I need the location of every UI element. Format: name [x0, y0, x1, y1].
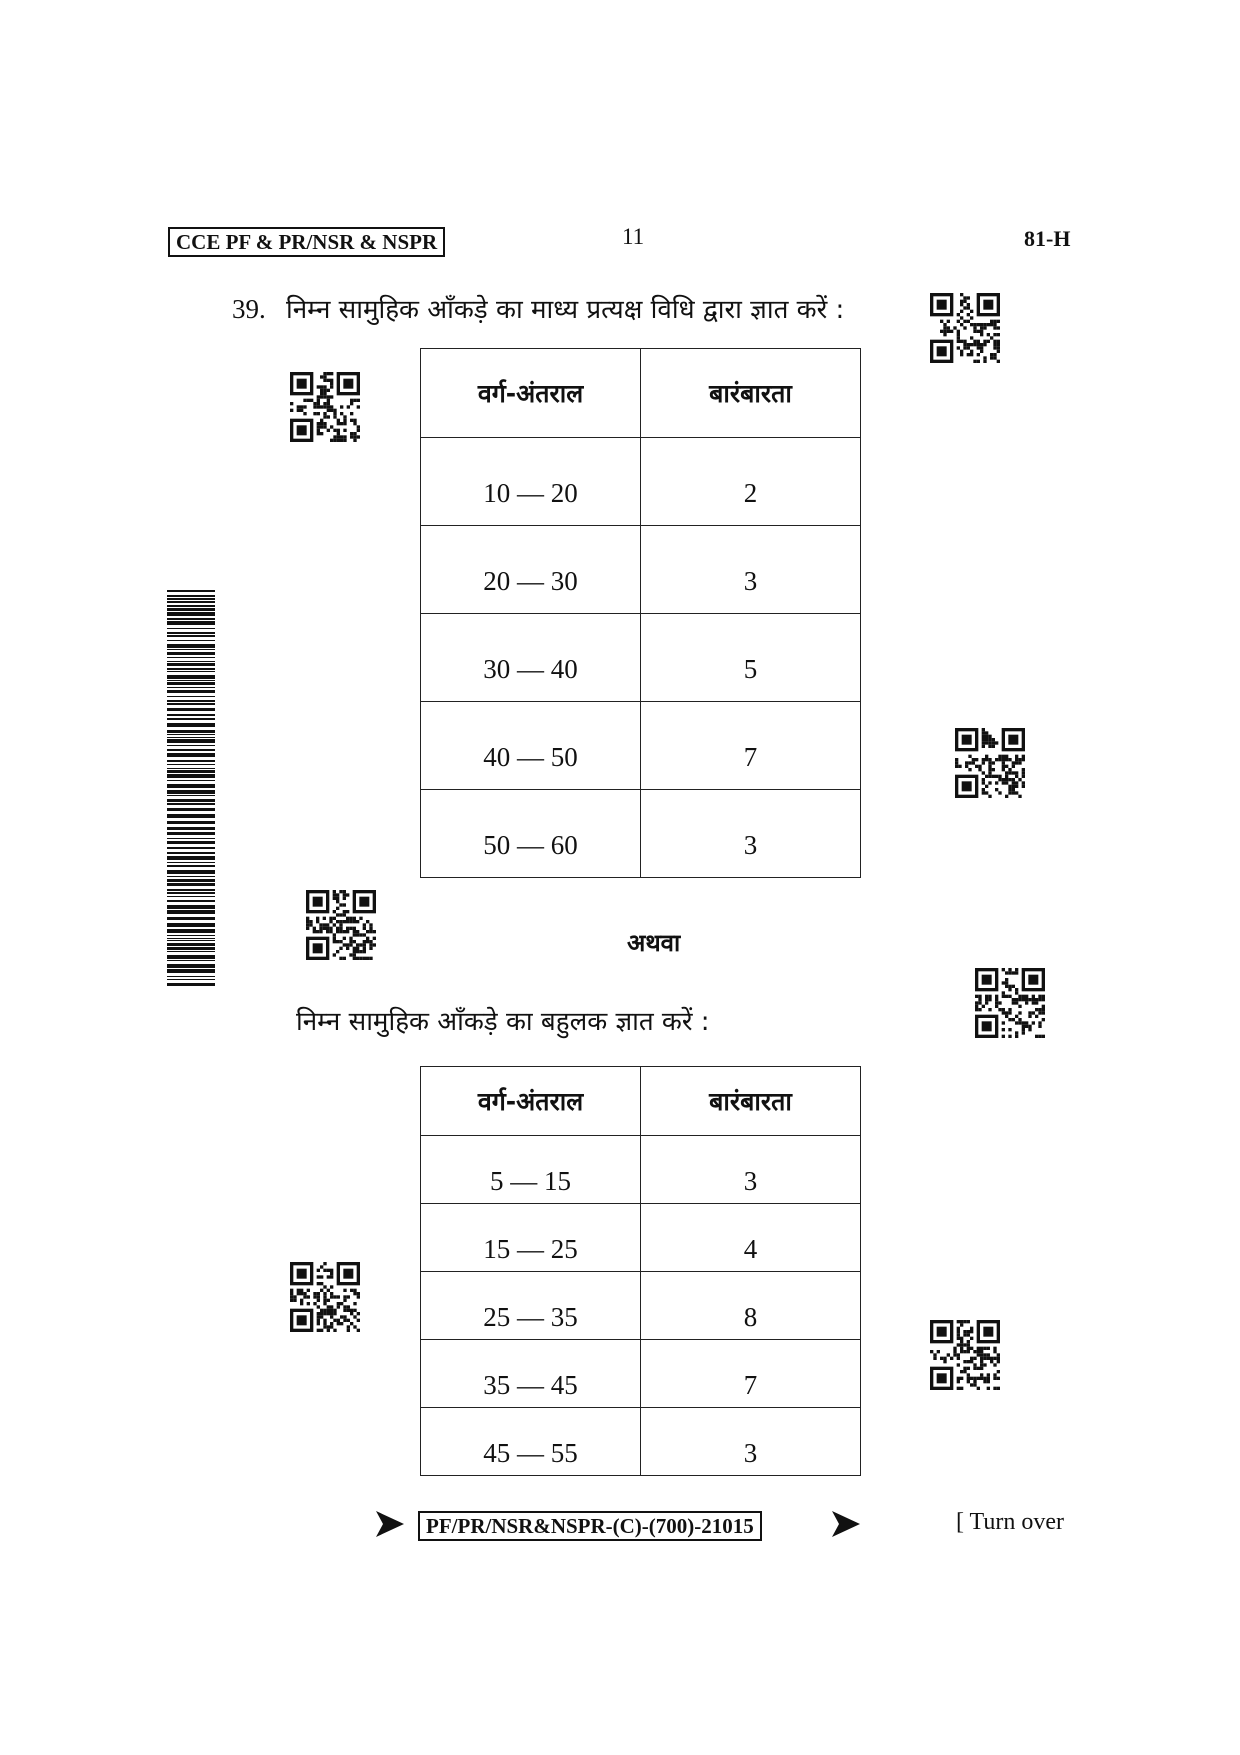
table-header-row — [421, 349, 861, 438]
table-row — [421, 1136, 861, 1204]
qr-code-icon — [930, 1320, 1000, 1390]
mean-data-table — [420, 348, 861, 878]
frequency-cell: 3 — [641, 526, 861, 614]
table-row — [421, 438, 861, 526]
arrow-right-icon — [830, 1508, 862, 1540]
footer-code-box: PF/PR/NSR&NSPR-(C)-(700)-21015 — [418, 1511, 762, 1541]
class-interval-header: वर्ग-अंतराल — [421, 1067, 641, 1136]
table-row — [421, 614, 861, 702]
table-row — [421, 702, 861, 790]
class-interval-cell: 20 — 30 — [421, 526, 641, 614]
question-text: निम्न सामुहिक आँकड़े का माध्य प्रत्यक्ष विधि द्वारा ज्ञात करें : — [286, 295, 845, 325]
class-interval-cell: 5 — 15 — [421, 1136, 641, 1204]
frequency-cell: 5 — [641, 614, 861, 702]
arrow-right-icon — [374, 1508, 406, 1540]
class-interval-cell: 25 — 35 — [421, 1272, 641, 1340]
qr-code-icon — [306, 890, 376, 960]
qr-code-icon — [975, 968, 1045, 1038]
qr-code-icon — [930, 293, 1000, 363]
or-label: अथवा — [627, 929, 681, 957]
class-interval-cell: 50 — 60 — [421, 790, 641, 878]
frequency-header: बारंबारता — [641, 349, 861, 438]
table-row — [421, 1340, 861, 1408]
page-number: 11 — [622, 224, 645, 249]
table-row — [421, 1204, 861, 1272]
class-interval-cell: 15 — 25 — [421, 1204, 641, 1272]
paper-code: 81-H — [1024, 226, 1071, 251]
turn-over-label: [ Turn over — [956, 1509, 1065, 1535]
table-row — [421, 790, 861, 878]
table-row — [421, 1272, 861, 1340]
table-row — [421, 526, 861, 614]
frequency-cell: 3 — [641, 1408, 861, 1476]
table-header-row — [421, 1067, 861, 1136]
alternative-question-text: निम्न सामुहिक आँकड़े का बहुलक ज्ञात करें : — [296, 1007, 710, 1037]
header-subject-box: CCE PF & PR/NSR & NSPR — [168, 227, 445, 257]
frequency-cell: 3 — [641, 1136, 861, 1204]
class-interval-header: वर्ग-अंतराल — [421, 349, 641, 438]
class-interval-cell: 45 — 55 — [421, 1408, 641, 1476]
qr-code-icon — [290, 1262, 360, 1332]
frequency-cell: 7 — [641, 1340, 861, 1408]
table-row — [421, 1408, 861, 1476]
class-interval-cell: 10 — 20 — [421, 438, 641, 526]
class-interval-cell: 35 — 45 — [421, 1340, 641, 1408]
barcode-icon — [167, 590, 215, 986]
class-interval-cell: 30 — 40 — [421, 614, 641, 702]
frequency-cell: 4 — [641, 1204, 861, 1272]
question-number: 39. — [232, 294, 266, 324]
frequency-cell: 8 — [641, 1272, 861, 1340]
frequency-cell: 7 — [641, 702, 861, 790]
frequency-cell: 3 — [641, 790, 861, 878]
frequency-cell: 2 — [641, 438, 861, 526]
qr-code-icon — [955, 728, 1025, 798]
qr-code-icon — [290, 372, 360, 442]
question-39 — [232, 290, 844, 326]
mode-data-table — [420, 1066, 861, 1476]
class-interval-cell: 40 — 50 — [421, 702, 641, 790]
frequency-header: बारंबारता — [641, 1067, 861, 1136]
